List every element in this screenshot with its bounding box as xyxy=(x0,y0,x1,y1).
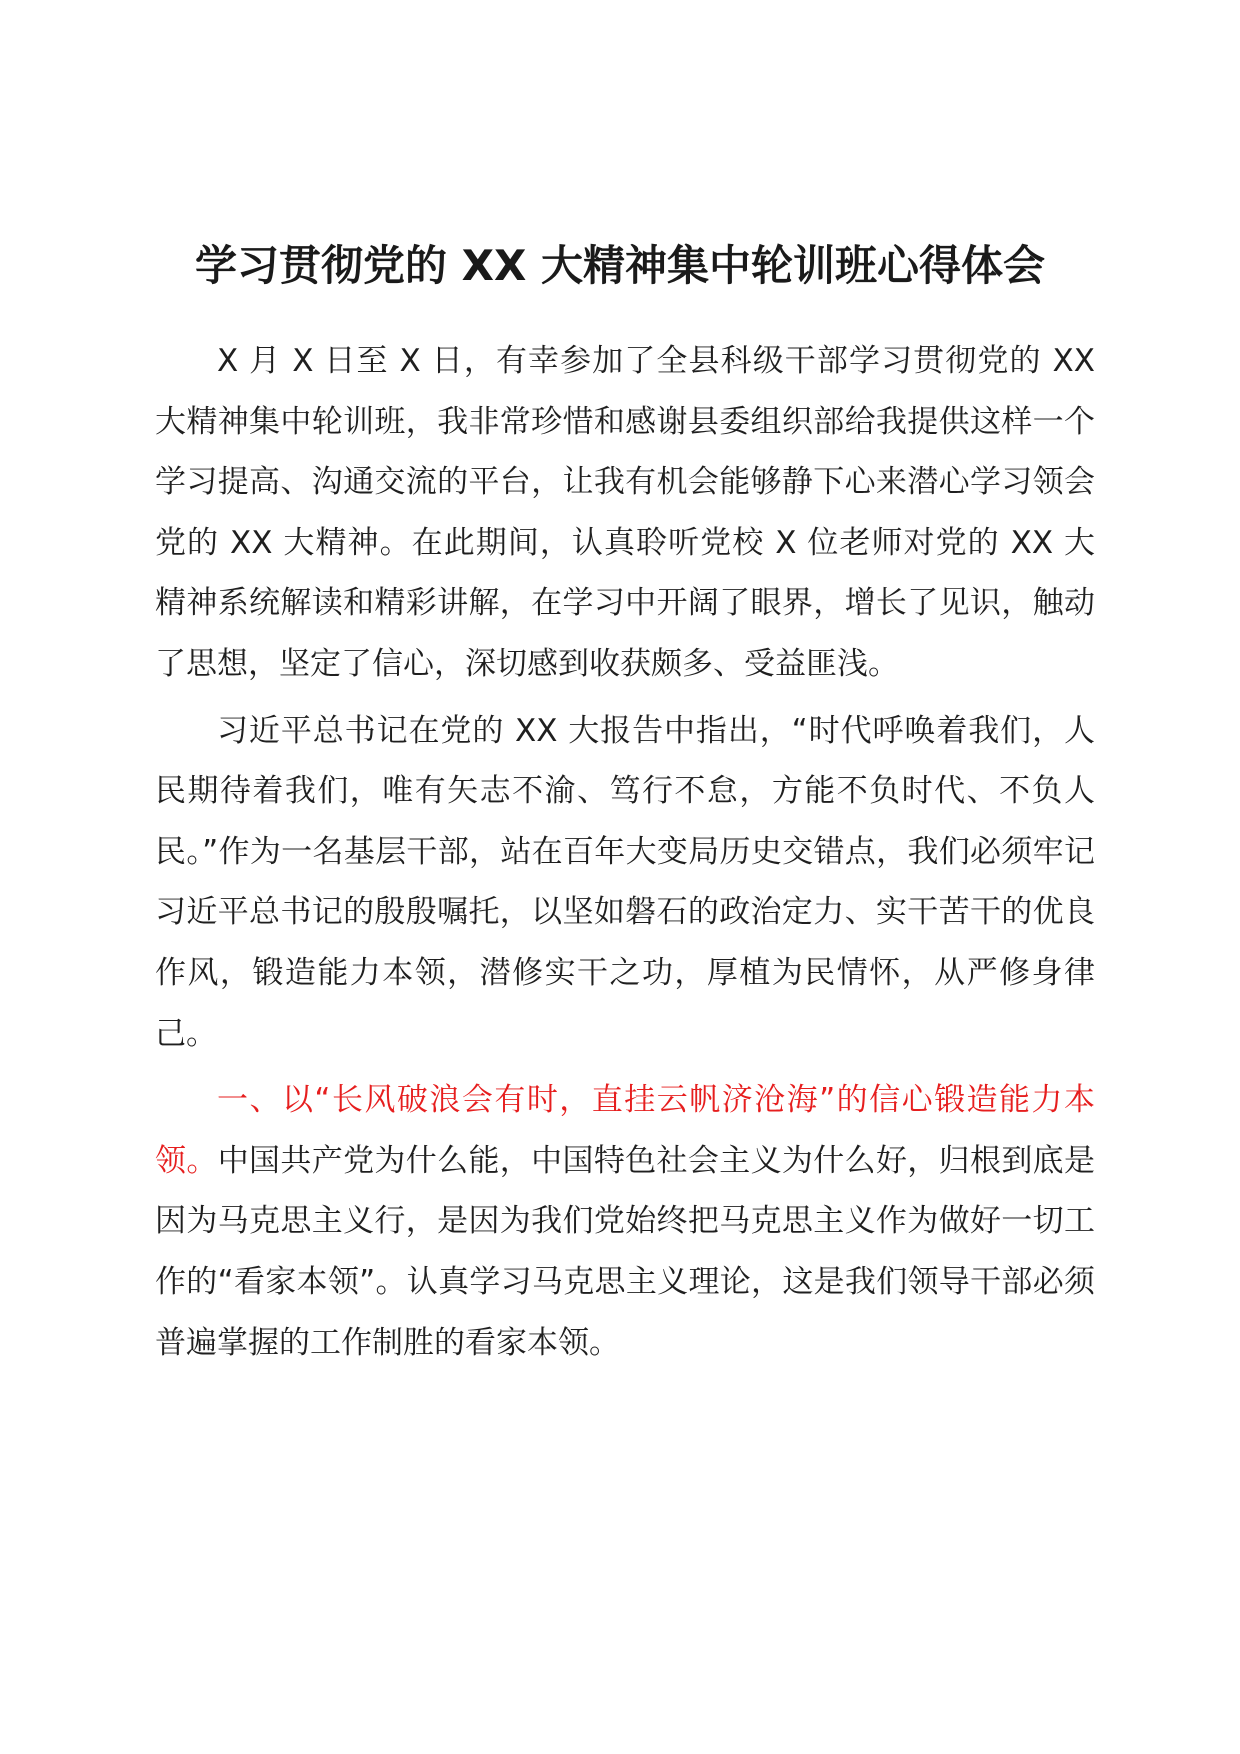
paragraph-intro: X 月 X 日至 X 日，有幸参加了全县科级干部学习贯彻党的 XX 大精神集中轮训班，我非常珍惜和感谢县委组织部给我提供这样一个学习提高、沟通交流的平台，让我有机会能够静下心来潜心学习领会党的 XX 大精神。在此期间，认真聆听党校 X 位老师对党的 XX 大精神系统解读和精彩讲解，在学习中开阔了眼界，增长了见识，触动了思想，坚定了信心，深切感到收获颇多、受益匪浅。 xyxy=(155,343,1095,682)
section-body-text: 中国共产党为什么能，中国特色社会主义为什么好，归根到底是因为马克思主义行，是因为我们党始终把马克思主义作为做好一切工作的“看家本领”。认真学习马克思主义理论，这是我们领导干部必须普遍掌握的工作制胜的看家本领。 xyxy=(155,1142,1096,1361)
paragraph-quote: 习近平总书记在党的 XX 大报告中指出，“时代呼唤着我们，人民期待着我们，唯有矢志不渝、笃行不怠，方能不负时代、不负人民。”作为一名基层干部，站在百年大变局历史交错点，我们必须牢记习近平总书记的殷殷嘱托，以坚如磐石的政治定力、实干苦干的优良作风，锻造能力本领，潜修实干之功，厚植为民情怀，从严修身律己。 xyxy=(155,712,1095,1052)
document-title: 学习贯彻党的 XX 大精神集中轮训班心得体会 xyxy=(194,241,1045,290)
section-heading: 一、以“长风破浪会有时，直挂云帆济沧海”的信心锻造能力本领。 xyxy=(155,1082,1095,1179)
paragraph-section-one xyxy=(155,1070,1095,1373)
document-body xyxy=(155,331,1095,1373)
